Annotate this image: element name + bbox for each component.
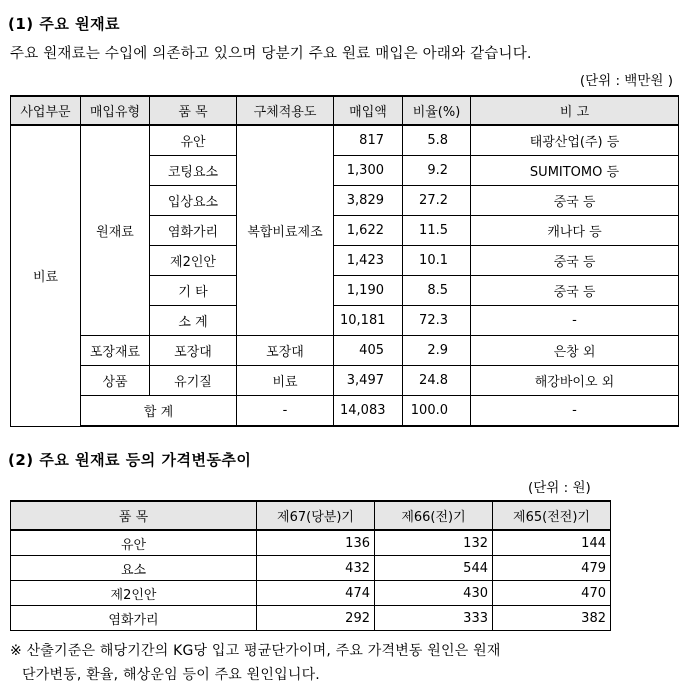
item-cell: 포장대 <box>150 336 237 366</box>
item-cell: 유안 <box>11 530 257 556</box>
note-cell: 캐나다 등 <box>471 216 679 246</box>
item-cell: 염화가리 <box>150 216 237 246</box>
note-cell: 중국 등 <box>471 276 679 306</box>
price-cell: 132 <box>375 530 493 556</box>
header-ratio: 비율(%) <box>403 96 471 125</box>
table-row <box>11 556 611 581</box>
header-division: 사업부문 <box>11 96 81 125</box>
total-label-cell: 합 계 <box>81 396 237 427</box>
note-cell: 태광산업(주) 등 <box>471 125 679 156</box>
footnote-line-1: ※ 산출기준은 해당기간의 KG당 입고 평균단가이며, 주요 가격변동 원인은 원재 <box>10 643 501 659</box>
price-cell: 479 <box>493 556 611 581</box>
table-row <box>11 606 611 631</box>
ratio-cell: 100.0 <box>403 396 471 427</box>
amount-cell: 1,300 <box>334 156 403 186</box>
item-cell: 입상요소 <box>150 186 237 216</box>
amount-cell: 1,190 <box>334 276 403 306</box>
price-cell: 333 <box>375 606 493 631</box>
amount-cell: 1,622 <box>334 216 403 246</box>
note-cell: 중국 등 <box>471 186 679 216</box>
item-cell: 염화가리 <box>11 606 257 631</box>
price-trend-table <box>10 500 611 631</box>
usage-cell: 포장대 <box>237 336 334 366</box>
item-cell: 유안 <box>150 125 237 156</box>
item-cell: 제2인안 <box>150 246 237 276</box>
amount-cell: 1,423 <box>334 246 403 276</box>
section1-heading: (1) 주요 원재료 <box>8 15 121 33</box>
note-cell: 해강바이오 외 <box>471 366 679 396</box>
amount-cell: 3,497 <box>334 366 403 396</box>
usage-cell: 복합비료제조 <box>237 125 334 336</box>
price-cell: 430 <box>375 581 493 606</box>
raw-type-cell: 원재료 <box>81 125 150 336</box>
note-cell: 중국 등 <box>471 246 679 276</box>
ratio-cell: 10.1 <box>403 246 471 276</box>
ratio-cell: 8.5 <box>403 276 471 306</box>
ratio-cell: 9.2 <box>403 156 471 186</box>
header-purchase-type: 매입유형 <box>81 96 150 125</box>
item-cell: 소 계 <box>150 306 237 336</box>
ratio-cell: 27.2 <box>403 186 471 216</box>
item-cell: 코팅요소 <box>150 156 237 186</box>
price-cell: 470 <box>493 581 611 606</box>
header-item: 품 목 <box>150 96 237 125</box>
header-amount: 매입액 <box>334 96 403 125</box>
usage-cell: 비료 <box>237 366 334 396</box>
section1-unit: (단위 : 백만원 ) <box>579 73 673 89</box>
table-row <box>11 336 679 366</box>
usage-cell: - <box>237 396 334 427</box>
footnote-line-2: 단가변동, 환율, 해상운임 등이 주요 원인입니다. <box>22 667 320 683</box>
ratio-cell: 11.5 <box>403 216 471 246</box>
table-row <box>11 125 679 156</box>
table-row <box>11 366 679 396</box>
price-cell: 544 <box>375 556 493 581</box>
price-cell: 292 <box>257 606 375 631</box>
price-cell: 136 <box>257 530 375 556</box>
total-row <box>11 396 679 427</box>
header-usage: 구체적용도 <box>237 96 334 125</box>
amount-cell: 405 <box>334 336 403 366</box>
price-cell: 432 <box>257 556 375 581</box>
item-cell: 요소 <box>11 556 257 581</box>
amount-cell: 10,181 <box>334 306 403 336</box>
section2-heading: (2) 주요 원재료 등의 가격변동추이 <box>8 451 252 469</box>
header-period-66: 제66(전)기 <box>375 501 493 530</box>
product-type-cell: 상품 <box>81 366 150 396</box>
note-cell: - <box>471 306 679 336</box>
ratio-cell: 72.3 <box>403 306 471 336</box>
section1-description: 주요 원재료는 수입에 의존하고 있으며 당분기 주요 원료 매입은 아래와 같습니다. <box>10 46 532 62</box>
price-cell: 144 <box>493 530 611 556</box>
table-header-row <box>11 96 679 125</box>
header-period-65: 제65(전전)기 <box>493 501 611 530</box>
division-cell: 비료 <box>11 125 81 426</box>
ratio-cell: 24.8 <box>403 366 471 396</box>
header-item: 품 목 <box>11 501 257 530</box>
section2-unit: (단위 : 원) <box>528 480 591 496</box>
table-header-row <box>11 501 611 530</box>
amount-cell: 3,829 <box>334 186 403 216</box>
item-cell: 기 타 <box>150 276 237 306</box>
amount-cell: 14,083 <box>334 396 403 427</box>
item-cell: 제2인안 <box>11 581 257 606</box>
ratio-cell: 5.8 <box>403 125 471 156</box>
ratio-cell: 2.9 <box>403 336 471 366</box>
note-cell: - <box>471 396 679 427</box>
header-period-67: 제67(당분)기 <box>257 501 375 530</box>
table-row <box>11 581 611 606</box>
packaging-type-cell: 포장재료 <box>81 336 150 366</box>
note-cell: 은창 외 <box>471 336 679 366</box>
price-cell: 474 <box>257 581 375 606</box>
header-note: 비 고 <box>471 96 679 125</box>
note-cell: SUMITOMO 등 <box>471 156 679 186</box>
amount-cell: 817 <box>334 125 403 156</box>
price-cell: 382 <box>493 606 611 631</box>
item-cell: 유기질 <box>150 366 237 396</box>
table-row <box>11 530 611 556</box>
raw-material-purchase-table <box>10 95 679 427</box>
